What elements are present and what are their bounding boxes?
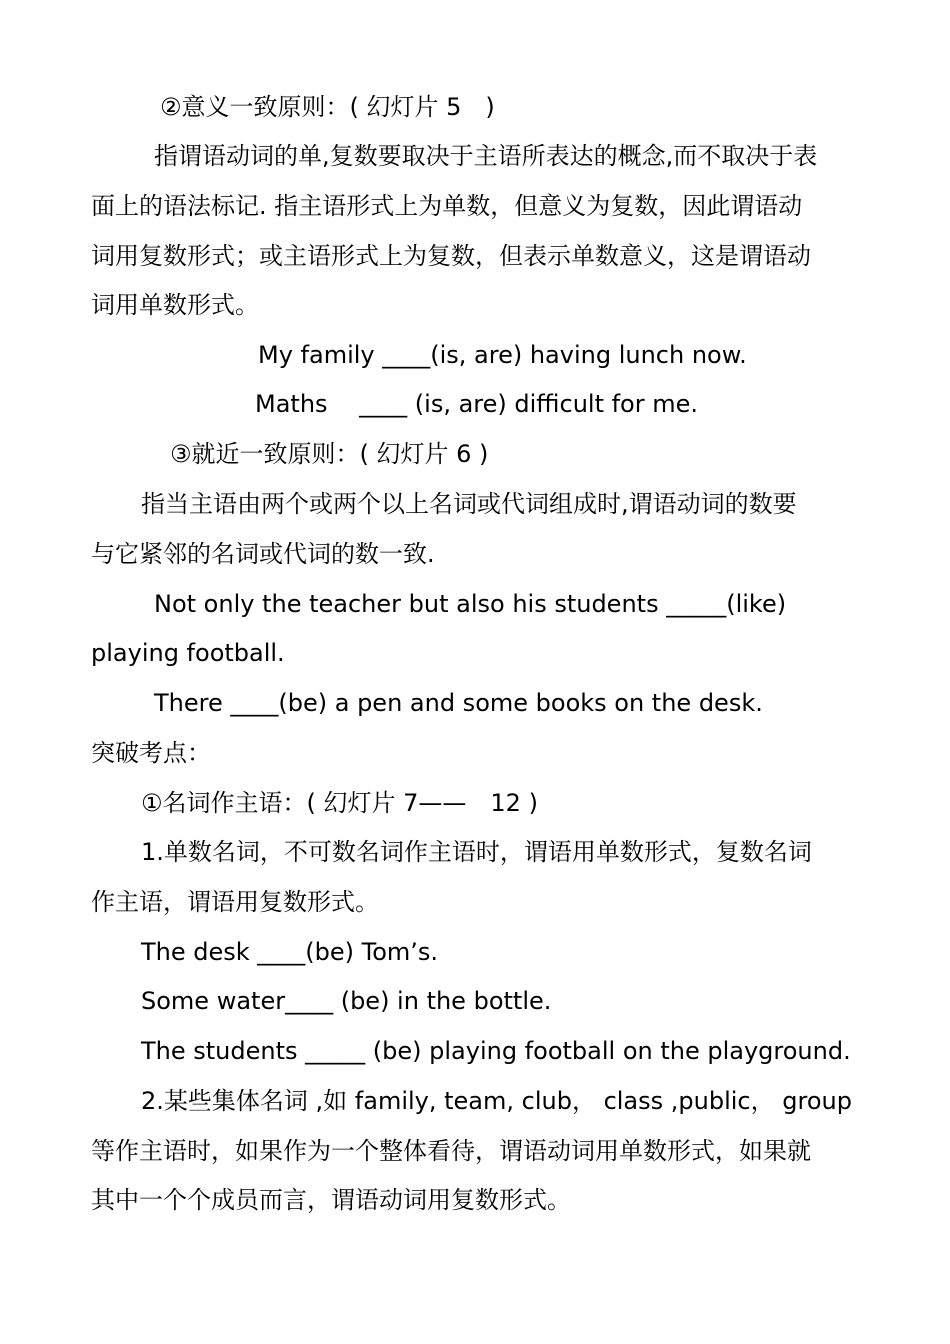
rule-line: 作主语，谓语用复数形式。 <box>91 888 379 916</box>
rule-line: 1.单数名词，不可数名词作主语时，谓语用单数形式，复数名词 <box>141 838 812 866</box>
paragraph-line: 面上的语法标记. 指主语形式上为单数，但意义为复数，因此谓语动 <box>91 192 803 220</box>
example-sentence: My family ____(is, are) having lunch now. <box>258 341 747 369</box>
principle-2-heading: ②意义一致原则：( 幻灯片 5 ) <box>160 93 495 121</box>
rule-line: 2.某些集体名词 ,如 family, team, club， class ,public， group <box>141 1087 852 1115</box>
rule-line: 等作主语时，如果作为一个整体看待，谓语动词用单数形式，如果就 <box>91 1137 811 1165</box>
paragraph-line: 词用复数形式；或主语形式上为复数，但表示单数意义，这是谓语动 <box>91 242 811 270</box>
paragraph-line: 词用单数形式。 <box>91 291 259 319</box>
example-sentence: The students _____ (be) playing football on the playground. <box>141 1037 851 1065</box>
paragraph-line: 与它紧邻的名词或代词的数一致. <box>91 540 435 568</box>
example-sentence: playing football. <box>91 639 285 667</box>
example-sentence: There ____(be) a pen and some books on the desk. <box>154 689 763 717</box>
example-sentence: Not only the teacher but also his students _____(like) <box>154 590 787 618</box>
principle-3-heading: ③就近一致原则：( 幻灯片 6 ) <box>170 440 489 468</box>
example-sentence: The desk ____(be) Tom’s. <box>141 938 439 966</box>
example-sentence: Maths ____ (is, are) difficult for me. <box>255 390 699 418</box>
topic-1-heading: ①名词作主语：( 幻灯片 7—— 12 ) <box>141 789 538 817</box>
section-heading: 突破考点： <box>91 739 211 767</box>
rule-line: 其中一个个成员而言，谓语动词用复数形式。 <box>91 1186 571 1214</box>
paragraph-line: 指当主语由两个或两个以上名词或代词组成时,谓语动词的数要 <box>141 490 797 518</box>
paragraph-line: 指谓语动词的单,复数要取决于主语所表达的概念,而不取决于表 <box>154 142 818 170</box>
example-sentence: Some water____ (be) in the bottle. <box>141 987 552 1015</box>
